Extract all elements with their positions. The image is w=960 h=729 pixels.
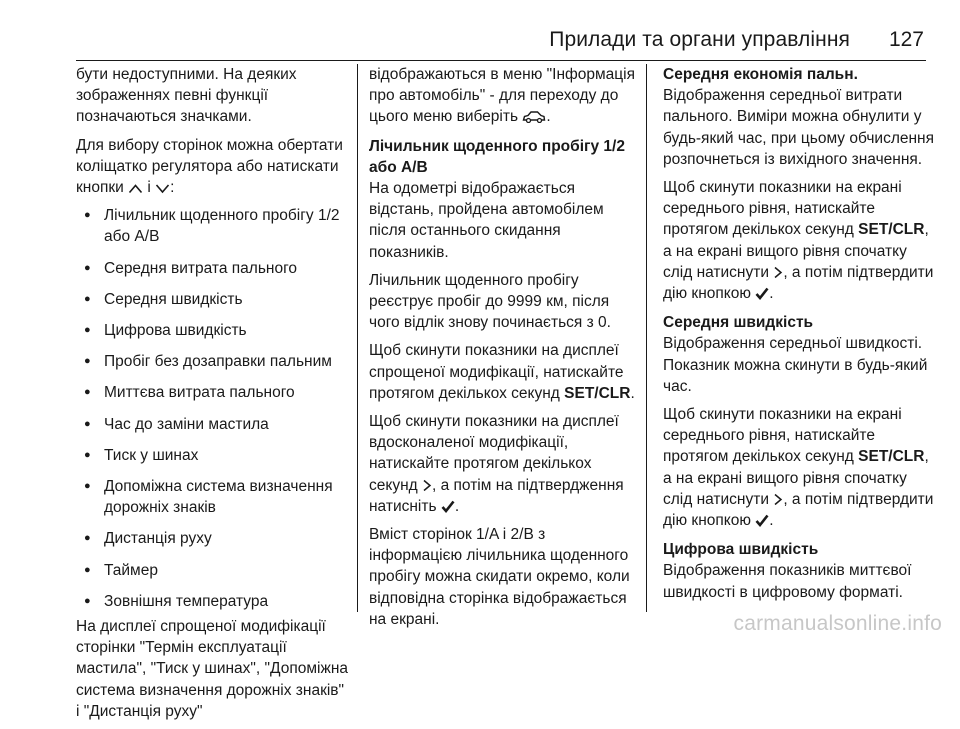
heading-average-speed: Середня швидкість [663, 314, 814, 332]
list-item: ● Дистанція руху [76, 528, 348, 549]
list-item: ● Тиск у шинах [76, 445, 348, 466]
list-item: ● Час до заміни мастила [76, 414, 348, 435]
column-divider-1 [357, 64, 358, 612]
col3-paragraph-2: Щоб скинути показники на екрані середнього рівня, натискайте протягом декількох секунд SET/CLR, а на екрані вищого рівня спочатку слід натиснути , а потім підтвердити дію кнопкою . [663, 179, 934, 303]
chevron-right-icon [422, 479, 432, 492]
list-item: ● Середня швидкість [76, 289, 348, 310]
check-icon [755, 287, 769, 300]
check-icon [441, 500, 455, 513]
list-item: ● Зовнішня температура [76, 591, 348, 612]
col2-paragraph-4: Щоб скинути показники на дисплеї спрощеної модифікації, натискайте протягом декількох секунд SET/CLR. [369, 342, 635, 402]
chevron-right-icon [773, 493, 783, 506]
set-clr-label: SET/CLR [564, 384, 631, 402]
set-clr-label: SET/CLR [858, 221, 925, 239]
page-header [0, 28, 960, 58]
chevron-up-icon [128, 183, 143, 194]
column-2 [369, 64, 641, 637]
col3-paragraph-3: Відображення середньої швидкості. Показник можна скинути в будь-який час. [663, 335, 928, 395]
header-rule [76, 60, 926, 61]
chevron-right-icon [773, 266, 783, 279]
col2-paragraph-2: На одометрі відображається відстань, пройдена автомобілем після останнього скидання показників. [369, 180, 604, 261]
heading-trip-odometer: Лічильник щоденного пробігу 1/2 або A/B [369, 137, 625, 176]
watermark: carmanualsonline.info [733, 612, 942, 635]
list-item: ● Таймер [76, 560, 348, 581]
col1-paragraph-2: Для вибору сторінок можна обертати коліщатко регулятора або натискати кнопки і : [76, 136, 343, 197]
col1-paragraph-3: На дисплеї спрощеної модифікації сторінки "Термін експлуатації мастила", "Тиск у шинах", "Допоміжна система визначення дорожніх знаків" і "Дистанція руху" [76, 618, 348, 720]
list-item: ● Лічильник щоденного пробігу 1/2 або A/B [76, 205, 348, 247]
column-divider-2 [646, 64, 647, 612]
col2-paragraph-5: Щоб скинути показники на дисплеї вдосконаленої модифікації, натискайте протягом декількох секунд , а потім на підтвердження натисніть . [369, 413, 624, 515]
car-icon [522, 110, 546, 123]
col3-paragraph-4: Щоб скинути показники на екрані середнього рівня, натискайте протягом декількох секунд SET/CLR, а на екрані вищого рівня спочатку слід натиснути , а потім підтвердити дію кнопкою . [663, 406, 934, 530]
heading-digital-speed: Цифрова швидкість [663, 541, 819, 559]
check-icon [755, 514, 769, 527]
set-clr-label: SET/CLR [858, 448, 925, 466]
col2-paragraph-3: Лічильник щоденного пробігу реєструє пробіг до 9999 км, після чого відлік знову починається з 0. [369, 271, 611, 332]
page-title: Прилади та органи управління [549, 28, 850, 51]
list-item: ● Допоміжна система визначення дорожніх знаків [76, 476, 348, 518]
chevron-down-icon [155, 183, 170, 194]
list-item: ● Цифрова швидкість [76, 320, 348, 341]
col1-paragraph-1: бути недоступними. На деяких зображеннях певні функції позначаються значками. [76, 66, 297, 126]
page-list [76, 205, 348, 612]
column-3 [663, 64, 939, 610]
column-1 [76, 64, 348, 729]
page-number: 127 [888, 28, 924, 51]
col2-paragraph-6: Вміст сторінок 1/A і 2/B з інформацією лічильника щоденного пробігу можна скидати окремо, коли відповідна сторінка відображається на екрані. [369, 526, 630, 628]
col2-paragraph-1: відображаються в меню "Інформація про автомобіль" - для переходу до цього меню виберіть . [369, 66, 636, 126]
list-item: ● Пробіг без дозаправки пальним [76, 351, 348, 372]
col3-paragraph-1: Відображення середньої витрати пального. Виміри можна обнулити у будь-який час, при цьому обчислення розпочнеться із вихідного значення. [663, 87, 934, 168]
list-item: ● Середня витрата пального [76, 258, 348, 279]
col3-paragraph-5: Відображення показників миттєвої швидкості в цифровому форматі. [663, 562, 912, 601]
heading-average-consumption: Середня економія пальн. [663, 66, 858, 83]
list-item: ● Миттєва витрата пального [76, 382, 348, 403]
